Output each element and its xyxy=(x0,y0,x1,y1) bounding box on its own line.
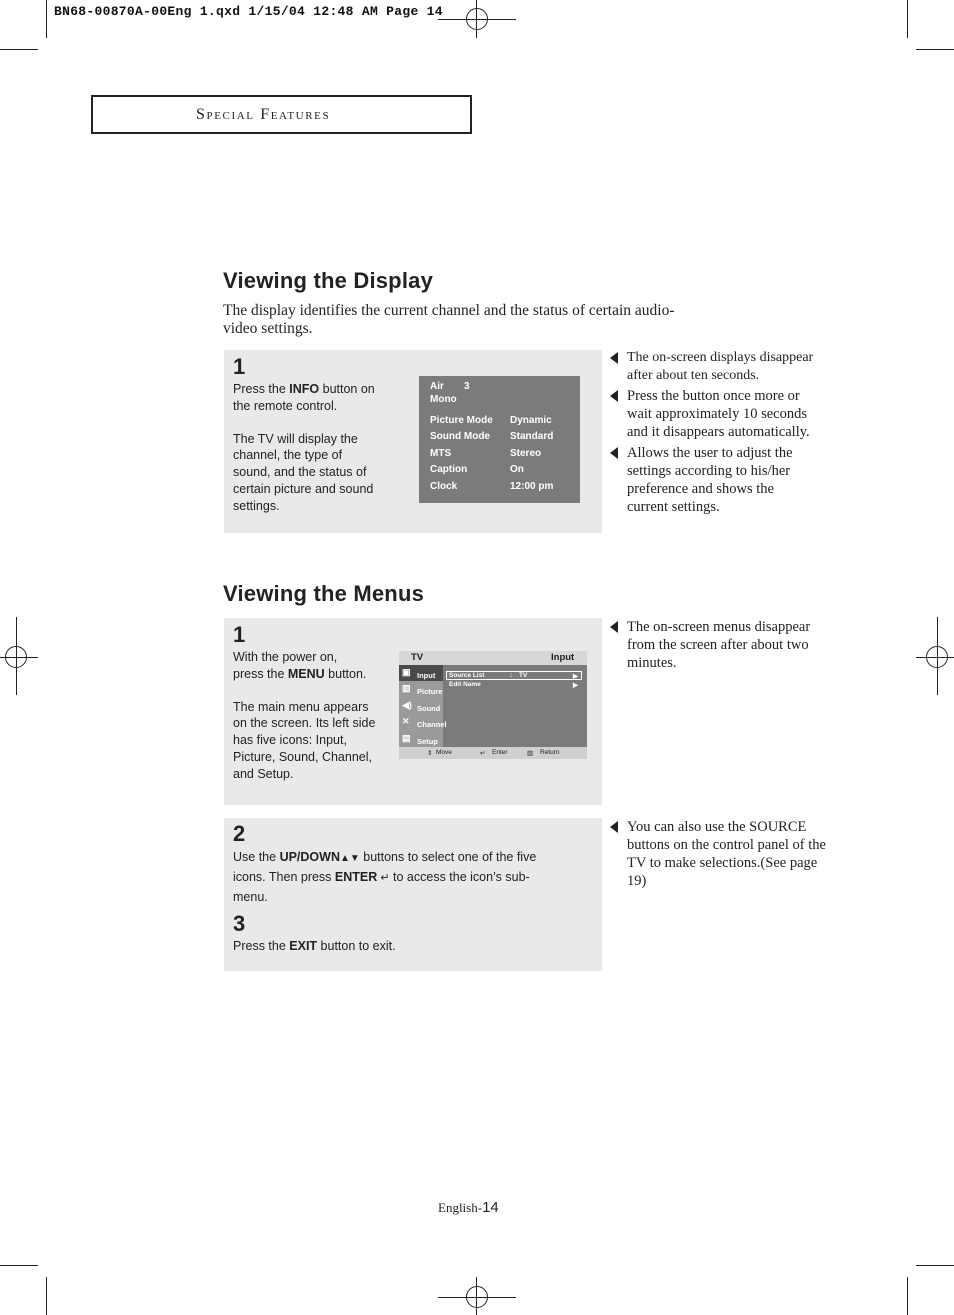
enter-button-label: ENTER xyxy=(334,870,378,884)
submenu-label[interactable]: Edit Name xyxy=(449,681,481,688)
step-text-para: The TV will display the channel, the type of sound, and the status of certain picture and sound settings. xyxy=(233,431,374,513)
osd-audio: Mono xyxy=(430,394,457,405)
menu-button-label: MENU xyxy=(287,666,325,681)
menus-step2-panel xyxy=(224,818,602,971)
step-number: 3 xyxy=(233,911,246,936)
info-osd-screen xyxy=(419,376,580,503)
osd-value: Standard xyxy=(510,431,554,442)
osd-label: Clock xyxy=(430,481,458,492)
display-note: Allows the user to adjust the settings according to his/her preference and shows the current settings. xyxy=(627,445,793,515)
enter-icon: ↵ xyxy=(377,872,390,884)
menu-icon-label: Sound xyxy=(417,704,441,713)
menus-heading: Viewing the Menus xyxy=(223,581,425,606)
note-bullet-icon xyxy=(610,390,618,402)
menus-note: The on-screen menus disappear from the screen after about two minutes. xyxy=(627,619,811,671)
registration-mark xyxy=(937,617,938,695)
display-intro: The display identifies the current channel and the status of certain audio-video settings. xyxy=(223,302,675,337)
help-label: Move xyxy=(436,749,452,756)
note-bullet-icon xyxy=(610,447,618,459)
menu-title-bar xyxy=(399,651,587,665)
section-title: Special Features xyxy=(196,106,331,123)
move-icon: ⇕ xyxy=(427,750,433,757)
osd-label: Sound Mode xyxy=(430,431,490,442)
step-text xyxy=(233,381,383,515)
registration-mark xyxy=(476,0,477,38)
step-text-part: button on the remote control. xyxy=(233,382,375,413)
submenu-value: TV xyxy=(519,672,528,679)
crop-mark xyxy=(46,0,47,38)
main-menu-screen xyxy=(399,651,587,759)
step-text-part: press the xyxy=(233,666,288,681)
help-label: Enter xyxy=(492,749,508,756)
step-number: 1 xyxy=(233,622,246,647)
step-text-part: With the power on, xyxy=(233,650,338,664)
setup-icon: ▤ xyxy=(402,733,411,743)
exit-button-label: EXIT xyxy=(289,939,318,953)
help-label: Return xyxy=(540,749,560,756)
step-text-part: Press the xyxy=(233,939,290,953)
display-heading: Viewing the Display xyxy=(223,268,434,293)
osd-value: 12:00 pm xyxy=(510,481,554,492)
menu-icon-label: Channel xyxy=(417,720,447,729)
registration-mark xyxy=(0,657,38,658)
menu-icon-channel[interactable] xyxy=(399,714,447,730)
step-text xyxy=(233,938,533,955)
osd-channel: 3 xyxy=(464,381,470,392)
menus-step1-panel xyxy=(224,618,602,805)
note-bullet-icon xyxy=(610,821,618,833)
step-text-part: buttons to select one of the five icons. Then press xyxy=(233,850,537,884)
menu-icon-sound[interactable] xyxy=(399,698,443,714)
crop-mark xyxy=(916,1265,954,1266)
crop-mark xyxy=(0,49,38,50)
menu-side-icons xyxy=(399,665,447,747)
crop-mark xyxy=(0,1265,38,1266)
step-text-line xyxy=(233,666,383,683)
display-step-panel xyxy=(224,350,602,533)
registration-mark xyxy=(16,617,17,695)
note-bullet-icon xyxy=(610,621,618,633)
step-text-part: Press the xyxy=(233,382,290,396)
sound-icon: ◀) xyxy=(402,700,412,710)
registration-mark xyxy=(438,1297,516,1298)
crop-mark xyxy=(916,49,954,50)
menu-help-bar xyxy=(399,747,587,759)
menu-icon-setup[interactable] xyxy=(399,731,443,747)
footer-prefix: English- xyxy=(438,1200,483,1215)
crop-mark xyxy=(46,1277,47,1315)
osd-value: Stereo xyxy=(510,448,542,459)
menu-title-right: Input xyxy=(551,652,575,663)
registration-mark xyxy=(916,657,954,658)
input-icon: ▣ xyxy=(402,667,411,677)
submenu-arrow-icon: ▶ xyxy=(573,682,578,689)
updown-button-label: UP/DOWN xyxy=(279,850,340,864)
registration-mark xyxy=(438,19,516,20)
osd-source: Air xyxy=(430,381,444,392)
display-note: Press the button once more or wait approximately 10 seconds and it disappears automatically. xyxy=(627,388,810,440)
step-text xyxy=(233,848,548,907)
osd-label: Caption xyxy=(430,464,468,475)
step-text-part: button to exit. xyxy=(317,939,396,953)
submenu-label: Source List xyxy=(449,672,485,679)
step-text-part: button. xyxy=(324,666,367,681)
info-button-label: INFO xyxy=(289,382,320,396)
submenu-separator: : xyxy=(510,672,513,679)
section-header-box xyxy=(91,95,472,134)
channel-icon: ✕ xyxy=(402,716,410,726)
display-note: The on-screen displays disappear after about ten seconds. xyxy=(627,350,814,383)
page-footer xyxy=(438,1199,499,1216)
menu-icon-label: Picture xyxy=(417,687,443,696)
osd-label: Picture Mode xyxy=(430,415,493,426)
step-number: 2 xyxy=(233,821,246,846)
enter-icon: ↵ xyxy=(480,750,486,757)
menu-icon-input[interactable] xyxy=(399,665,443,681)
osd-value: Dynamic xyxy=(510,415,552,426)
menu-icon-picture[interactable] xyxy=(399,681,443,697)
return-icon: ▥ xyxy=(527,750,534,757)
menus-note: You can also use the SOURCE buttons on the control panel of the TV to make selections.(See page 19) xyxy=(627,819,826,889)
menu-icon-label: Input xyxy=(417,671,436,680)
crop-mark xyxy=(907,1277,908,1315)
crop-mark xyxy=(907,0,908,38)
submenu-arrow-icon: ▶ xyxy=(573,673,578,680)
print-slug: BN68-00870A-00Eng 1.qxd 1/15/04 12:48 AM Page 14 xyxy=(54,4,443,19)
menu-icon-label: Setup xyxy=(417,737,438,746)
picture-icon: ▥ xyxy=(402,683,411,693)
step-number: 1 xyxy=(233,354,246,379)
step-text-para: The main menu appears on the screen. Its left side has five icons: Input, Picture, Sound, Channel, and Setup. xyxy=(233,699,376,781)
step-text xyxy=(233,649,383,783)
osd-label: MTS xyxy=(430,448,452,459)
note-bullet-icon xyxy=(610,352,618,364)
osd-value: On xyxy=(510,464,524,475)
menu-title-left: TV xyxy=(411,652,424,663)
up-down-arrows-icon: ▲▼ xyxy=(339,853,360,864)
step-text-part: Use the xyxy=(233,850,280,864)
step-text-part: to access the icon’s sub-menu. xyxy=(233,870,530,904)
page-number: 14 xyxy=(482,1199,499,1216)
registration-mark xyxy=(476,1277,477,1315)
